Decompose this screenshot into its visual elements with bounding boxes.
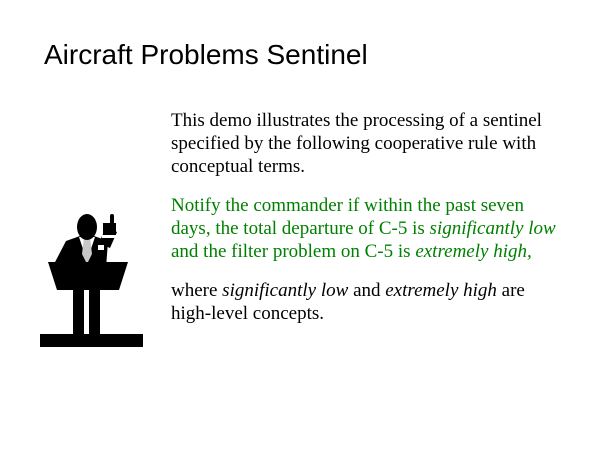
text-segment-italic: significantly low [429, 218, 556, 239]
text-segment: where [171, 280, 223, 301]
speaker-at-podium-icon [40, 214, 143, 347]
text-segment: are high-level concepts. [171, 280, 525, 324]
text-segment: and the filter problem on C-5 is [171, 241, 416, 262]
body-text-block [171, 109, 557, 341]
slide-title: Aircraft Problems Sentinel [44, 39, 368, 70]
text-segment: Notify the commander if within the past seven days, the total departure of C-5 is [171, 195, 524, 239]
intro-paragraph [171, 109, 557, 178]
text-segment: This demo illustrates the processing of a sentinel specified by the following cooperative rule with conceptual terms. [171, 110, 542, 177]
concepts-paragraph [171, 279, 557, 325]
rule-paragraph [171, 194, 557, 263]
speaker-at-podium-clipart [40, 214, 143, 347]
text-segment-italic: extremely high, [415, 241, 532, 262]
text-segment: and [348, 280, 386, 301]
text-segment-italic: significantly low [222, 280, 349, 301]
text-segment-italic: extremely high [385, 280, 497, 301]
